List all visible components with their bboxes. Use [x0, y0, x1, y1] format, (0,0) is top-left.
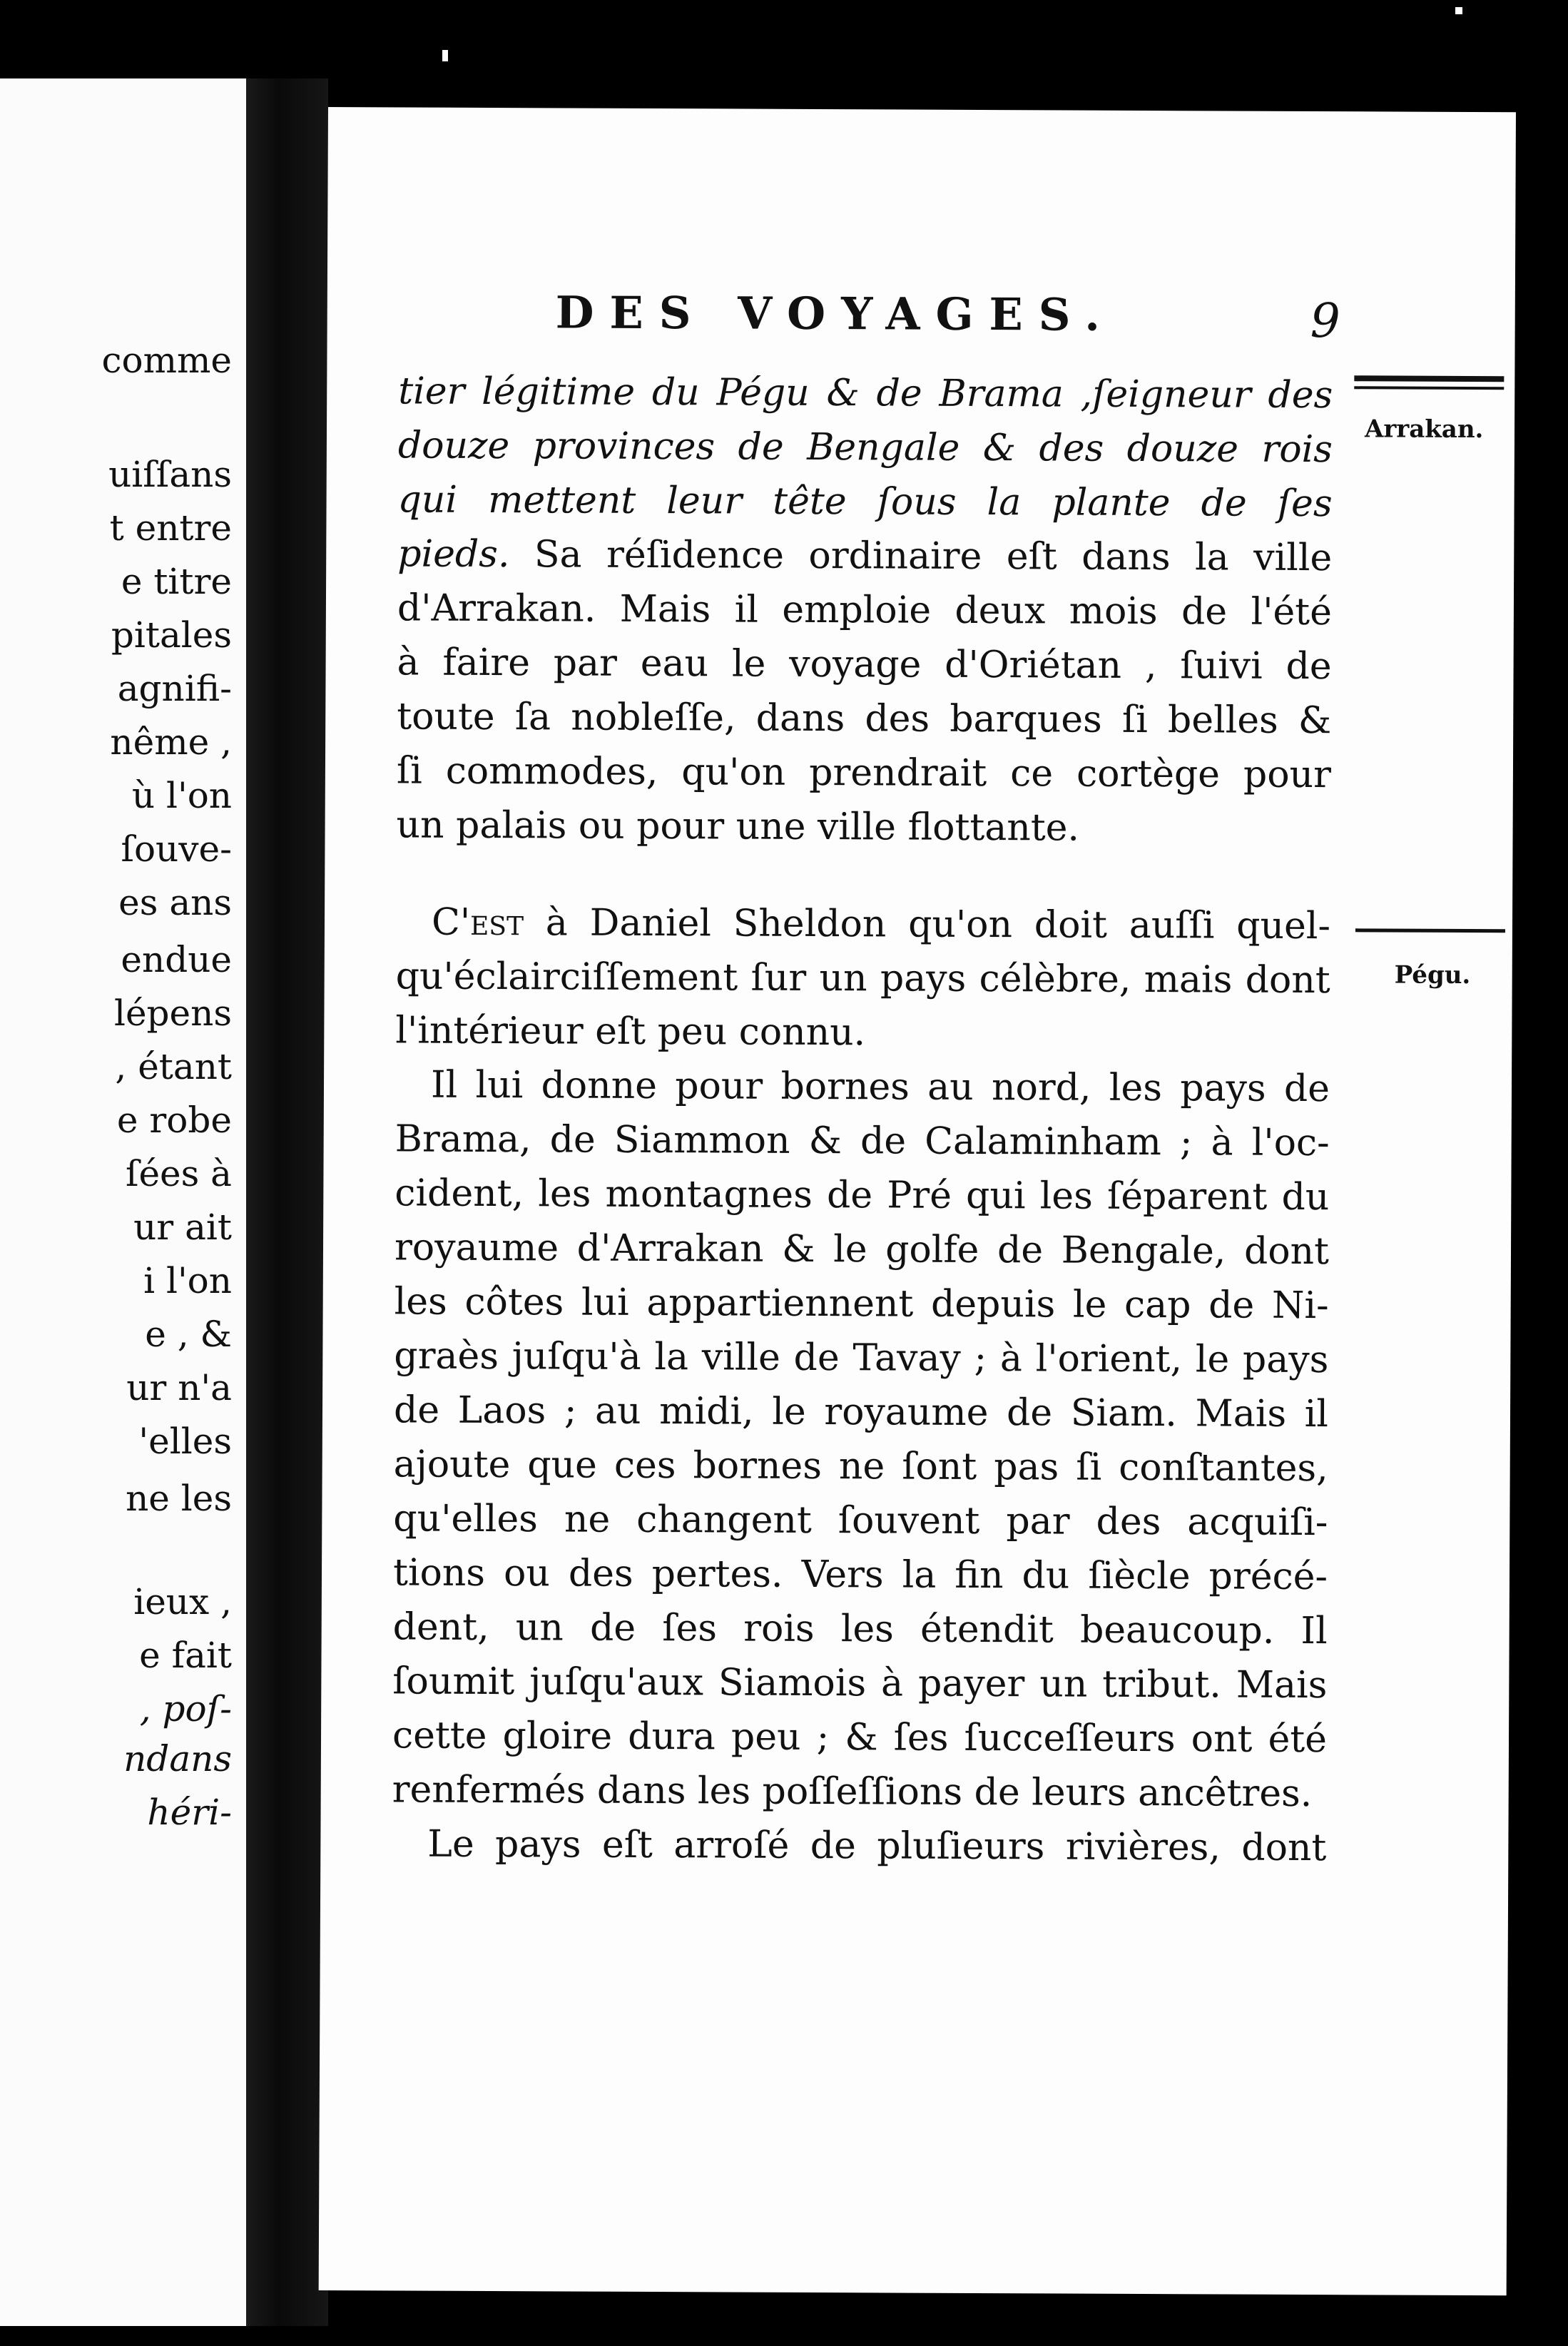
text-line	[394, 1166, 1329, 1224]
left-page-fragment: ſées à	[125, 1153, 232, 1194]
text-line	[394, 1220, 1329, 1279]
text-line	[394, 1383, 1328, 1441]
left-page-fragment: ur ait	[133, 1207, 232, 1248]
body-text	[392, 364, 1333, 1870]
text-line	[395, 1003, 1330, 1062]
roman-text: tions ou des pertes. Vers la fin du ſiècle précé-	[392, 1551, 1328, 1599]
roman-text: Brama, de Siammon & de Calaminham ; à l'oc-	[394, 1117, 1330, 1165]
left-page-fragment: ieux ,	[133, 1581, 232, 1623]
left-page-fragment: agnifi-	[117, 668, 232, 709]
roman-text: les côtes lui appartiennent depuis le cap de Ni-	[394, 1280, 1329, 1328]
roman-text: Le pays eſt arroſé de pluſieurs rivières, dont	[427, 1822, 1327, 1870]
roman-text: l'intérieur eſt peu connu.	[395, 1009, 866, 1055]
text-line	[398, 418, 1333, 477]
roman-text: toute ſa nobleſſe, dans des barques ſi belles &	[397, 695, 1332, 743]
page-number: 9	[1310, 293, 1340, 349]
text-line	[427, 1817, 1326, 1875]
italic-text: douze provinces de Bengale & des douze rois	[397, 424, 1333, 472]
roman-text: renfermés dans les poſſeſſions de leurs ancêtres.	[392, 1768, 1313, 1816]
roman-text: à Daniel Sheldon qu'on doit auſſi quel-	[523, 901, 1331, 948]
roman-text: un palais ou pour une ville flottante.	[396, 803, 1080, 850]
margin-rule	[1354, 386, 1504, 390]
text-line	[393, 1600, 1328, 1658]
left-page-fragment: i l'on	[143, 1260, 232, 1301]
text-line	[397, 635, 1331, 694]
left-page-fragment: lépens	[113, 992, 232, 1034]
text-line	[431, 1058, 1330, 1116]
text-line	[398, 364, 1333, 422]
scan-speck	[1455, 7, 1462, 14]
text-line	[394, 1329, 1328, 1387]
roman-text: ajoute que ces bornes ne ſont pas ſi conſtantes,	[393, 1443, 1328, 1491]
left-page-fragment: héri-	[147, 1792, 232, 1833]
scan-speck	[442, 50, 448, 61]
left-page-fragment: uiſſans	[108, 454, 232, 495]
left-page-fragment: e robe	[116, 1100, 232, 1141]
roman-text: cette gloire dura peu ; & ſes ſucceſſeurs ont été	[392, 1714, 1328, 1762]
book-gutter	[246, 78, 328, 2326]
text-line	[395, 1112, 1330, 1170]
page-header-title: DES VOYAGES.	[555, 286, 1116, 341]
roman-text: de Laos ; au midi, le royaume de Siam. Mais il	[393, 1388, 1329, 1436]
italic-text: qui mettent leur tête ſous la plante de ſes	[397, 478, 1333, 526]
running-head	[556, 286, 1340, 354]
left-page-fragment: e , &	[145, 1314, 232, 1355]
left-page-fragment: ur n'a	[126, 1367, 232, 1408]
roman-text: royaume d'Arrakan & le golfe de Bengale, dont	[394, 1226, 1330, 1274]
text-line	[432, 895, 1330, 953]
left-page-fragment: e fait	[139, 1635, 232, 1676]
small-caps-opening: C'est	[431, 900, 524, 945]
text-line	[394, 1437, 1328, 1496]
left-page-fragment: pitales	[111, 614, 232, 656]
roman-text: Sa réſidence ordinaire eſt dans la ville	[509, 533, 1333, 580]
margin-rule	[1354, 375, 1504, 382]
roman-text: qu'elles ne changent ſouvent par des acquiſi-	[393, 1497, 1328, 1545]
text-line	[393, 1491, 1328, 1550]
text-line	[396, 798, 1330, 856]
margin-rule	[1355, 928, 1505, 933]
roman-text: qu'éclairciſſement ſur un pays célèbre, mais dont	[395, 955, 1330, 1002]
left-page-fragment: endue	[121, 939, 232, 980]
left-page-fragment: comme	[101, 340, 232, 381]
left-facing-page	[0, 78, 246, 2326]
roman-text: Il lui donne pour bornes au nord, les pays de	[430, 1063, 1330, 1111]
text-line	[392, 1708, 1327, 1767]
roman-text: à faire par eau le voyage d'Oriétan , ſuivi de	[397, 641, 1332, 689]
text-line	[397, 472, 1332, 531]
roman-text: graès juſqu'à la ville de Tavay ; à l'orient, le pays	[394, 1334, 1329, 1382]
text-line	[392, 1654, 1327, 1712]
text-line	[397, 581, 1332, 639]
text-line	[397, 527, 1332, 585]
left-page-fragment: ù l'on	[131, 775, 232, 816]
book-page	[319, 107, 1516, 2295]
left-page-fragment: ſouve-	[121, 828, 232, 870]
text-line	[393, 1545, 1328, 1604]
left-page-fragment: es ans	[118, 882, 232, 923]
left-page-fragment: , poſ-	[139, 1688, 232, 1730]
left-page-fragment: 'elles	[138, 1421, 232, 1462]
margin-note-arrakan: Arrakan.	[1364, 415, 1484, 445]
roman-text: ſoumit juſqu'aux Siamois à payer un tribut. Mais	[392, 1660, 1328, 1707]
left-page-fragment: t entre	[109, 507, 232, 549]
left-page-fragment: e titre	[121, 561, 232, 602]
italic-text: tier légitime du Pégu & de Brama ,ſeigneur des	[398, 370, 1333, 417]
roman-text: d'Arrakan. Mais il emploie deux mois de l'été	[397, 586, 1333, 634]
roman-text: cident, les montagnes de Pré qui les ſéparent du	[394, 1172, 1330, 1219]
left-page-fragment: ndans	[123, 1738, 232, 1779]
text-line	[392, 1762, 1327, 1821]
roman-text: ſi commodes, qu'on prendrait ce cortège pour	[396, 749, 1332, 797]
margin-note-pegu: Pégu.	[1394, 960, 1471, 990]
left-page-fragment: nême ,	[110, 721, 232, 763]
italic-text: pieds.	[397, 532, 510, 577]
text-line	[394, 1274, 1329, 1333]
roman-text: dent, un de ſes rois les étendit beaucoup. Il	[392, 1605, 1328, 1653]
left-page-fragment: , étant	[115, 1046, 232, 1087]
text-line	[397, 689, 1331, 748]
left-page-fragment: ne les	[126, 1478, 232, 1519]
text-line	[397, 743, 1331, 802]
text-line	[396, 949, 1330, 1007]
